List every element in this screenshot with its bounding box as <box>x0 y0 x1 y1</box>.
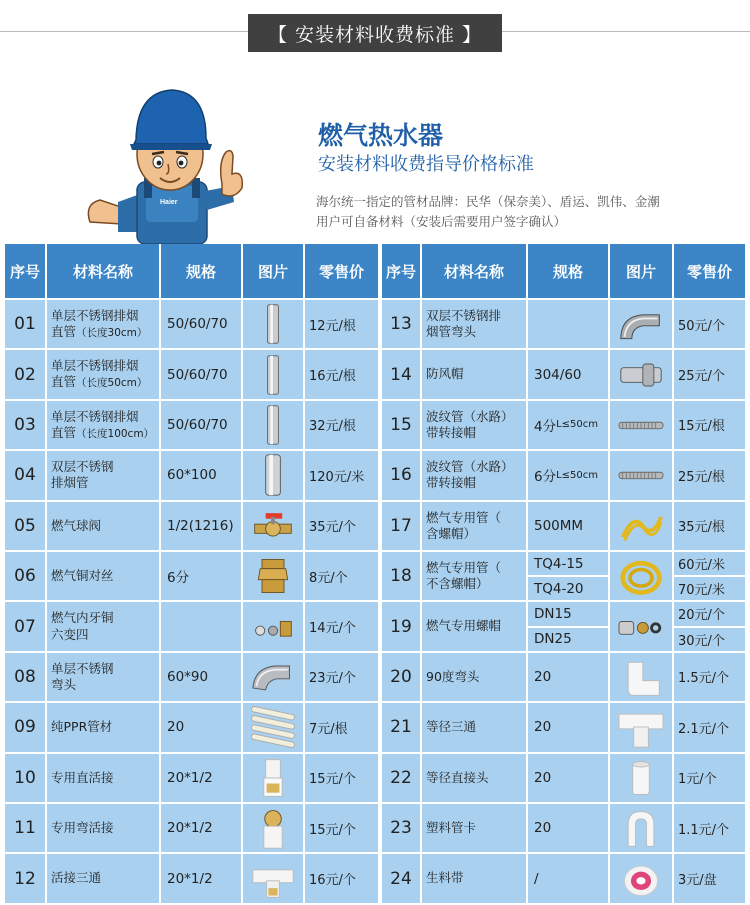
product-image <box>243 854 303 902</box>
price-value: 2.1元/个 <box>674 703 745 751</box>
material-name-line2: 含螺帽） <box>426 525 477 541</box>
brands-line-1: 海尔统一指定的管材品牌：民华（保奈美）、盾运、凯伟、金潮 <box>316 194 660 209</box>
product-image <box>610 804 672 852</box>
row-number: 18 <box>382 552 420 600</box>
spec-text: 20 <box>534 769 552 786</box>
material-name <box>47 703 159 751</box>
material-name <box>47 754 159 802</box>
row-number: 23 <box>382 804 420 852</box>
heading-title: 燃气热水器 <box>318 121 444 150</box>
equal-tee-icon <box>613 705 669 749</box>
material-name <box>47 653 159 701</box>
spec-value: DN15 <box>528 602 608 625</box>
row-number: 09 <box>5 703 45 751</box>
material-name <box>47 602 159 650</box>
header-no: 序号 <box>382 244 420 298</box>
spec-value <box>161 653 241 701</box>
spec-text: 60*90 <box>167 668 209 685</box>
spec-value <box>528 502 608 550</box>
material-name-text <box>51 820 114 836</box>
straight-union-icon <box>245 756 301 800</box>
header-name: 材料名称 <box>422 244 526 298</box>
price-value: 1.5元/个 <box>674 653 745 701</box>
spec-value: TQ4-15 <box>528 552 608 575</box>
product-image <box>610 350 672 398</box>
material-name-line1: 双层不锈钢 <box>51 459 114 475</box>
material-name-text <box>51 610 114 643</box>
product-image <box>243 502 303 550</box>
spec-value <box>161 502 241 550</box>
spec-text: 20 <box>534 668 552 685</box>
material-name <box>47 854 159 902</box>
row-number: 15 <box>382 401 420 449</box>
row-number: 21 <box>382 703 420 751</box>
header-name: 材料名称 <box>47 244 159 298</box>
spec-text: 20*1/2 <box>167 769 213 786</box>
price-value: 3元/盘 <box>674 854 745 902</box>
price-value: 16元/根 <box>305 350 378 398</box>
header-no: 序号 <box>5 244 45 298</box>
price-table-right <box>382 244 745 900</box>
material-name-line2: 不含螺帽） <box>426 576 489 592</box>
material-name-text <box>426 560 501 593</box>
row-number: 11 <box>5 804 45 852</box>
material-name-text <box>426 459 514 492</box>
material-name <box>47 451 159 499</box>
row-number: 06 <box>5 552 45 600</box>
spec-text: 6分 <box>534 469 557 486</box>
material-name-text <box>51 719 112 735</box>
price-value: 7元/根 <box>305 703 378 751</box>
row-number: 07 <box>5 602 45 650</box>
material-name-line2: 直管 <box>51 324 77 339</box>
spec-text: 20 <box>534 820 552 837</box>
price-value: 15元/个 <box>305 754 378 802</box>
header-price: 零售价 <box>305 244 378 298</box>
spec-text: 20 <box>167 719 185 736</box>
material-name-line1: 波纹管（水路） <box>426 459 514 475</box>
double-elbow-icon <box>613 302 669 346</box>
header-image: 图片 <box>243 244 303 298</box>
material-name <box>422 653 526 701</box>
spec-value <box>528 653 608 701</box>
product-image <box>610 401 672 449</box>
material-name-text <box>426 669 479 685</box>
elbow-90-icon <box>613 655 669 699</box>
material-name <box>422 552 526 600</box>
material-name <box>422 703 526 751</box>
divider-right <box>502 31 750 32</box>
row-number: 12 <box>5 854 45 902</box>
material-name-line2: 带转接帽 <box>426 424 477 440</box>
spec-text: 20*1/2 <box>167 820 213 837</box>
price-table-left <box>5 244 378 900</box>
price-value: 25元/个 <box>674 350 745 398</box>
material-name-line1: 单层不锈钢排烟 <box>51 307 139 323</box>
material-length-note: （长度30cm） <box>76 327 148 339</box>
material-name-line1: 纯PPR管材 <box>51 719 113 735</box>
gas-hose-icon <box>613 504 669 548</box>
ppr-pipes-icon <box>245 705 301 749</box>
gas-coil-icon <box>613 554 669 598</box>
product-image <box>243 602 303 650</box>
material-name-text <box>426 770 489 786</box>
row-number: 04 <box>5 451 45 499</box>
spec-text: 20*1/2 <box>167 870 213 887</box>
straight-pipe-icon <box>245 403 301 447</box>
material-name-line1: 专用弯活接 <box>51 820 114 836</box>
material-name <box>422 754 526 802</box>
material-length-note: （长度100cm） <box>76 427 155 440</box>
material-name <box>47 350 159 398</box>
material-name <box>422 804 526 852</box>
product-image <box>610 854 672 902</box>
spec-value <box>161 552 241 600</box>
heading-subtitle: 安装材料收费指导价格标准 <box>318 154 534 175</box>
material-name-line2: 带转接帽 <box>426 475 477 491</box>
material-name-text <box>426 618 501 634</box>
divider-left <box>0 31 248 32</box>
price-value: 12元/根 <box>305 300 378 348</box>
material-name-text <box>51 870 101 886</box>
mascot-badge: Haier <box>160 199 178 206</box>
material-name <box>47 401 159 449</box>
row-number: 16 <box>382 451 420 499</box>
material-name-line1: 专用直活接 <box>51 769 114 785</box>
product-image <box>610 502 672 550</box>
material-name <box>422 854 526 902</box>
product-image <box>243 804 303 852</box>
product-image <box>243 350 303 398</box>
material-name-text <box>51 358 147 391</box>
union-tee-icon <box>245 857 301 901</box>
material-name <box>422 602 526 650</box>
material-name-line1: 生料带 <box>426 870 464 886</box>
price-value: 30元/个 <box>674 628 745 651</box>
material-name-line2: 烟管弯头 <box>426 324 477 340</box>
price-value: 14元/个 <box>305 602 378 650</box>
spec-value <box>528 350 608 398</box>
price-value: 25元/根 <box>674 451 745 499</box>
material-name <box>422 451 526 499</box>
material-name-line1: 塑料管卡 <box>426 820 477 836</box>
spec-text: 304/60 <box>534 366 582 383</box>
material-name-text <box>51 409 154 442</box>
price-value: 1.1元/个 <box>674 804 745 852</box>
spec-value <box>161 754 241 802</box>
price-value: 1元/个 <box>674 754 745 802</box>
price-value: 16元/个 <box>305 854 378 902</box>
spec-value <box>528 703 608 751</box>
material-name-line1: 燃气铜对丝 <box>51 568 114 584</box>
row-number: 24 <box>382 854 420 902</box>
spec-text: 1/2(1216) <box>167 517 234 534</box>
price-value: 35元/根 <box>674 502 745 550</box>
spec-value <box>161 350 241 398</box>
spec-text: 50/60/70 <box>167 416 228 433</box>
material-name-line1: 防风帽 <box>426 366 464 382</box>
material-name-text <box>51 661 114 694</box>
material-name-line1: 燃气专用管（ <box>426 509 502 525</box>
elbow-union-icon <box>245 806 301 850</box>
material-name <box>47 300 159 348</box>
product-image <box>243 653 303 701</box>
product-image <box>610 602 672 650</box>
spec-text: 6分 <box>167 570 190 587</box>
product-image <box>243 401 303 449</box>
spec-length-note: L≤50cm <box>556 469 599 481</box>
row-number: 20 <box>382 653 420 701</box>
brands-line-2: 用户可自备材料（安装后需要用户签字确认） <box>316 214 567 229</box>
material-name-line2: 弯头 <box>51 676 77 692</box>
material-name-text <box>426 409 514 442</box>
material-name <box>422 401 526 449</box>
product-image <box>610 552 672 600</box>
row-number: 01 <box>5 300 45 348</box>
row-number: 17 <box>382 502 420 550</box>
product-image <box>243 703 303 751</box>
material-name-line1: 燃气内牙铜 <box>51 610 114 626</box>
price-value: 15元/个 <box>305 804 378 852</box>
double-pipe-icon <box>245 453 301 497</box>
corrugated-hose-icon <box>613 403 669 447</box>
material-name <box>422 502 526 550</box>
price-value: 35元/个 <box>305 502 378 550</box>
material-name-line2: 六变四 <box>51 626 89 642</box>
coupling-icon <box>613 756 669 800</box>
material-name-line1: 等径三通 <box>426 719 477 735</box>
banner-title: 【 安装材料收费标准 】 <box>248 14 502 52</box>
material-name-line1: 燃气球阀 <box>51 517 102 533</box>
material-name-line1: 波纹管（水路） <box>426 408 514 424</box>
spec-value <box>528 300 608 348</box>
material-name-text <box>51 568 114 584</box>
header-bar <box>0 0 750 60</box>
material-name <box>47 552 159 600</box>
material-name-line1: 活接三通 <box>51 870 102 886</box>
straight-pipe-icon <box>245 353 301 397</box>
header-price: 零售价 <box>674 244 745 298</box>
spec-text: 60*100 <box>167 467 217 484</box>
row-number: 10 <box>5 754 45 802</box>
spec-value: DN25 <box>528 628 608 651</box>
steel-elbow-icon <box>245 655 301 699</box>
product-image <box>243 300 303 348</box>
spec-text: 500MM <box>534 517 584 534</box>
material-name-text <box>51 308 147 341</box>
material-name-text <box>51 459 114 492</box>
material-name-line2: 直管 <box>51 374 77 390</box>
material-name <box>47 502 159 550</box>
product-image <box>610 653 672 701</box>
price-value: 50元/个 <box>674 300 745 348</box>
spec-value <box>528 754 608 802</box>
spec-value <box>161 451 241 499</box>
spec-value: TQ4-20 <box>528 577 608 600</box>
material-name-line2: 直管 <box>51 424 77 440</box>
header-image: 图片 <box>610 244 672 298</box>
brass-nipple-icon <box>245 554 301 598</box>
row-number: 14 <box>382 350 420 398</box>
material-name <box>422 300 526 348</box>
material-name-text <box>426 308 501 341</box>
material-name-line1: 单层不锈钢 <box>51 660 114 676</box>
gas-nut-icon <box>613 605 669 649</box>
straight-pipe-icon <box>245 302 301 346</box>
row-number: 03 <box>5 401 45 449</box>
header-spec: 规格 <box>161 244 241 298</box>
spec-value <box>528 804 608 852</box>
brass-reducer-icon <box>245 605 301 649</box>
material-name-text <box>426 870 464 886</box>
row-number: 19 <box>382 602 420 650</box>
price-value: 32元/根 <box>305 401 378 449</box>
spec-text: 20 <box>534 719 552 736</box>
product-image <box>243 552 303 600</box>
spec-text: 4分 <box>534 418 557 435</box>
material-name <box>47 804 159 852</box>
spec-value <box>161 300 241 348</box>
ball-valve-icon <box>245 504 301 548</box>
product-image <box>610 451 672 499</box>
spec-value <box>161 401 241 449</box>
material-name-line1: 单层不锈钢排烟 <box>51 358 139 374</box>
spec-text: 50/60/70 <box>167 316 228 333</box>
material-length-note: （长度50cm） <box>76 377 148 390</box>
row-number: 22 <box>382 754 420 802</box>
corrugated-hose-icon <box>613 453 669 497</box>
material-name-text <box>426 820 476 836</box>
material-name-line1: 单层不锈钢排烟 <box>51 408 139 424</box>
material-name <box>422 350 526 398</box>
product-image <box>610 703 672 751</box>
spec-text: 50/60/70 <box>167 366 228 383</box>
spec-length-note: L≤50cm <box>556 419 599 431</box>
material-name-text <box>426 719 476 735</box>
material-name-text <box>51 518 101 534</box>
spec-value <box>161 703 241 751</box>
price-value: 20元/个 <box>674 602 745 625</box>
material-name-text <box>426 510 501 543</box>
price-value: 8元/个 <box>305 552 378 600</box>
spec-value <box>528 451 608 499</box>
product-image <box>243 451 303 499</box>
row-number: 08 <box>5 653 45 701</box>
spec-value <box>161 854 241 902</box>
material-name-line1: 等径直接头 <box>426 769 489 785</box>
price-value: 23元/个 <box>305 653 378 701</box>
material-name-line1: 双层不锈钢排 <box>426 307 502 323</box>
row-number: 13 <box>382 300 420 348</box>
price-value: 120元/米 <box>305 451 378 499</box>
spec-value <box>161 804 241 852</box>
material-name-line1: 燃气专用管（ <box>426 559 502 575</box>
spec-text: / <box>534 870 539 887</box>
product-image <box>610 300 672 348</box>
price-value: 70元/米 <box>674 577 745 600</box>
header-spec: 规格 <box>528 244 608 298</box>
material-name-line1: 90度弯头 <box>426 668 480 684</box>
product-image <box>610 754 672 802</box>
material-name-line2: 排烟管 <box>51 475 89 491</box>
row-number: 02 <box>5 350 45 398</box>
pipe-clip-icon <box>613 806 669 850</box>
spec-value <box>161 602 241 650</box>
price-value: 15元/根 <box>674 401 745 449</box>
ptfe-tape-icon <box>613 857 669 901</box>
spec-value <box>528 401 608 449</box>
price-value: 60元/米 <box>674 552 745 575</box>
row-number: 05 <box>5 502 45 550</box>
material-name-text <box>51 770 114 786</box>
wind-cap-icon <box>613 353 669 397</box>
material-name-text <box>426 366 464 382</box>
installer-mascot-icon <box>82 82 257 244</box>
product-image <box>243 754 303 802</box>
spec-value <box>528 854 608 902</box>
material-name-line1: 燃气专用螺帽 <box>426 618 502 634</box>
